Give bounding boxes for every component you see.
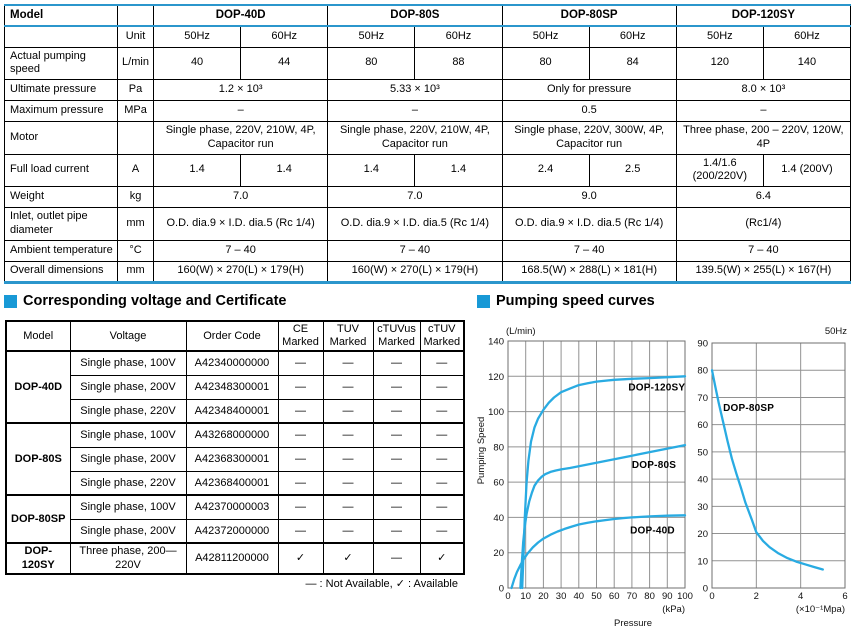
spec-value-cell: O.D. dia.9 × I.D. dia.5 (Rc 1/4) [502,208,676,241]
cert-footnote: — : Not Available, ✓ : Available [305,578,458,590]
spec-row [5,208,851,241]
cert-order-code-cell: A42368300001 [186,447,278,471]
cert-mark-cell: — [420,519,464,543]
x-unit-label: (kPa) [662,604,685,615]
cert-header-cell: TUV Marked [323,321,373,351]
series-label-DOP-40D: DOP-40D [630,525,675,537]
spec-value-cell: 1.4 [154,154,241,187]
spec-row-label: Actual pumping speed [5,47,118,80]
spec-value-cell: 120 [676,47,763,80]
cert-section-title-text: Corresponding voltage and Certificate [23,293,287,309]
cert-voltage-cell: Single phase, 200V [70,375,186,399]
spec-value-cell: 5.33 × 10³ [328,80,502,101]
cert-row [6,399,464,423]
spec-row-label: Maximum pressure [5,101,118,122]
cert-header-cell: Order Code [186,321,278,351]
spec-value-cell: 1.4/1.6 (200/220V) [676,154,763,187]
cert-header-cell: CE Marked [278,321,323,351]
x-axis-tick-label: 50 [591,591,602,602]
spec-value-cell: 139.5(W) × 255(L) × 167(H) [676,261,850,282]
spec-value-cell: 2.5 [589,154,676,187]
cert-mark-cell: — [420,375,464,399]
y-axis-tick-label: 50 [697,447,708,459]
x-axis-tick-label: 0 [505,591,511,602]
cert-mark-cell: — [420,351,464,375]
cert-mark-cell: — [373,519,420,543]
spec-value-cell: – [676,101,850,122]
series-label-DOP-80S: DOP-80S [631,460,677,471]
spec-row-label: Motor [5,122,118,155]
x-axis-tick-label: 70 [626,591,638,602]
cert-row [6,543,464,573]
x-axis-tick-label: 30 [555,591,567,602]
cert-mark-cell: — [278,495,323,519]
spec-row [5,261,851,282]
curve-DOP-80SP [712,370,823,569]
cert-mark-cell: — [420,423,464,447]
cert-mark-cell: — [420,495,464,519]
spec-value-cell: 1.4 (200V) [763,154,850,187]
cert-voltage-cell: Single phase, 100V [70,495,186,519]
certificate-table [5,320,465,575]
cert-mark-cell: — [323,447,373,471]
y-axis-tick-label: 0 [702,583,708,595]
spec-value-cell: Single phase, 220V, 300W, 4P, Capacitor run [502,122,676,155]
cert-model-cell: DOP-80S [6,423,70,495]
cert-mark-cell: — [323,471,373,495]
spec-row-label: Weight [5,187,118,208]
cert-mark-cell: — [373,423,420,447]
spec-freq-cell: 60Hz [763,26,850,47]
cert-mark-cell: — [420,447,464,471]
x-axis-tick-label: 0 [709,591,715,602]
spec-value-cell: 1.4 [415,154,502,187]
cert-order-code-cell: A42340000000 [186,351,278,375]
spec-value-cell: 80 [502,47,589,80]
cert-model-cell: DOP-40D [6,351,70,423]
cert-mark-cell: — [373,351,420,375]
spec-value-cell: 7.0 [154,187,328,208]
cert-mark-cell: ✓ [278,543,323,573]
cert-mark-cell: ✓ [323,543,373,573]
spec-value-cell: Single phase, 220V, 210W, 4P, Capacitor run [328,122,502,155]
spec-value-cell: 9.0 [502,187,676,208]
spec-value-cell: 160(W) × 270(L) × 179(H) [154,261,328,282]
spec-freq-row [5,26,851,47]
cert-mark-cell: — [278,375,323,399]
spec-value-cell: Single phase, 220V, 210W, 4P, Capacitor run [154,122,328,155]
spec-value-cell: (Rc1/4) [676,208,850,241]
spec-value-cell: 1.4 [328,154,415,187]
spec-row-unit [118,122,154,155]
chart-section-title [477,293,655,309]
cert-mark-cell: — [323,495,373,519]
cert-order-code-cell: A43268000000 [186,423,278,447]
spec-freq-cell: 60Hz [241,26,328,47]
cert-header-row [6,321,464,351]
cert-order-code-cell: A42811200000 [186,543,278,573]
spec-model-header: DOP-80S [328,5,502,26]
cert-row [6,447,464,471]
x-axis-title: Pressure [613,618,653,629]
cert-row [6,351,464,375]
y-axis-tick-label: 40 [493,512,504,524]
spec-row-unit: mm [118,261,154,282]
cert-mark-cell: — [373,399,420,423]
spec-row-unit: mm [118,208,154,241]
cert-order-code-cell: A42348300001 [186,375,278,399]
spec-value-cell: 160(W) × 270(L) × 179(H) [328,261,502,282]
spec-value-cell: 1.4 [241,154,328,187]
spec-value-cell: 80 [328,47,415,80]
y-axis-tick-label: 80 [493,442,504,454]
spec-model-header: DOP-80SP [502,5,676,26]
spec-row [5,122,851,155]
y-axis-tick-label: 140 [488,336,504,348]
spec-freq-cell: 50Hz [502,26,589,47]
spec-value-cell: 7.0 [328,187,502,208]
spec-row [5,240,851,261]
cert-mark-cell: — [323,351,373,375]
spec-value-cell: 6.4 [676,187,850,208]
cert-voltage-cell: Single phase, 100V [70,351,186,375]
spec-row-unit: L/min [118,47,154,80]
y-axis-tick-label: 30 [697,501,708,513]
y-axis-tick-label: 100 [488,407,504,419]
cert-row [6,375,464,399]
x-axis-tick-label: 4 [798,591,804,602]
cert-model-cell: DOP-120SY [6,543,70,573]
x-axis-tick-label: 80 [644,591,655,602]
cert-mark-cell: ✓ [420,543,464,573]
cert-voltage-cell: Single phase, 200V [70,447,186,471]
spec-row [5,187,851,208]
y-axis-tick-label: 20 [493,548,504,560]
spec-value-cell: 7 – 40 [328,240,502,261]
spec-value-cell: O.D. dia.9 × I.D. dia.5 (Rc 1/4) [328,208,502,241]
spec-freq-cell: 50Hz [676,26,763,47]
y-axis-tick-label: 70 [697,392,708,404]
series-label-DOP-80SP: DOP-80SP [723,403,775,415]
series-label-DOP-120SY: DOP-120SY [628,382,686,394]
spec-value-cell: 140 [763,47,850,80]
cert-row [6,471,464,495]
spec-value-cell: 7 – 40 [676,240,850,261]
spec-row-unit: kg [118,187,154,208]
spec-row [5,154,851,187]
y-axis-tick-label: 40 [697,474,708,486]
y-unit-label: (L/min) [506,326,536,337]
spec-value-cell: 1.2 × 10³ [154,80,328,101]
y-axis-tick-label: 60 [493,477,504,489]
spec-corner-label: Model [5,5,118,26]
spec-value-cell: 88 [415,47,502,80]
spec-row-label: Overall dimensions [5,261,118,282]
spec-value-cell: 7 – 40 [502,240,676,261]
spec-freq-cell: 60Hz [589,26,676,47]
y-axis-tick-label: 20 [697,529,708,541]
cert-header-cell: cTUV Marked [420,321,464,351]
y-axis-tick-label: 0 [498,583,504,595]
spec-model-header: DOP-40D [154,5,328,26]
spec-freq-cell: 50Hz [328,26,415,47]
plot-border [712,343,845,588]
cert-voltage-cell: Single phase, 220V [70,471,186,495]
spec-value-cell: 7 – 40 [154,240,328,261]
y-axis-tick-label: 80 [697,365,708,377]
cert-voltage-cell: Single phase, 220V [70,399,186,423]
cert-header-cell: cTUVus Marked [373,321,420,351]
y-axis-tick-label: 10 [697,556,708,568]
spec-row-unit: MPa [118,101,154,122]
spec-value-cell: 168.5(W) × 288(L) × 181(H) [502,261,676,282]
spec-cell [5,26,118,47]
section-marker-icon [477,295,490,308]
spec-table [4,4,851,284]
x-axis-tick-label: 90 [662,591,673,602]
cert-order-code-cell: A42370000003 [186,495,278,519]
spec-header-row [5,5,851,26]
spec-row-label: Ultimate pressure [5,80,118,101]
spec-row [5,47,851,80]
chart-section-title-text: Pumping speed curves [496,293,655,309]
cert-order-code-cell: A42368400001 [186,471,278,495]
cert-section-title [4,293,286,309]
cert-mark-cell: — [373,375,420,399]
cert-mark-cell: — [373,471,420,495]
cert-mark-cell: — [373,543,420,573]
cert-order-code-cell: A42372000000 [186,519,278,543]
cert-voltage-cell: Single phase, 100V [70,423,186,447]
cert-voltage-cell: Single phase, 200V [70,519,186,543]
cert-mark-cell: — [323,399,373,423]
y-axis-tick-label: 90 [697,338,708,350]
spec-value-cell: 84 [589,47,676,80]
spec-value-cell: 8.0 × 10³ [676,80,850,101]
cert-row [6,495,464,519]
x-axis-tick-label: 2 [753,591,759,602]
x-axis-tick-label: 40 [573,591,585,602]
spec-row-label: Full load current [5,154,118,187]
spec-value-cell: 40 [154,47,241,80]
cert-mark-cell: — [278,447,323,471]
frequency-annotation: 50Hz [824,326,847,337]
cert-header-cell: Voltage [70,321,186,351]
cert-order-code-cell: A42348400001 [186,399,278,423]
spec-unit-corner [118,5,154,26]
x-axis-tick-label: 6 [842,591,848,602]
cert-mark-cell: — [373,447,420,471]
spec-row [5,80,851,101]
spec-value-cell: 0.5 [502,101,676,122]
x-axis-tick-label: 10 [520,591,531,602]
spec-value-cell: O.D. dia.9 × I.D. dia.5 (Rc 1/4) [154,208,328,241]
spec-row [5,101,851,122]
cert-mark-cell: — [278,399,323,423]
spec-freq-cell: 50Hz [154,26,241,47]
spec-row-label: Ambient temperature [5,240,118,261]
pumping-speed-charts [470,322,855,632]
cert-mark-cell: — [373,495,420,519]
spec-row-label: Inlet, outlet pipe diameter [5,208,118,241]
cert-row [6,519,464,543]
spec-value-cell: 44 [241,47,328,80]
cert-row [6,423,464,447]
cert-model-cell: DOP-80SP [6,495,70,543]
x-axis-tick-label: 100 [677,591,693,602]
cert-header-cell: Model [6,321,70,351]
x-axis-tick-label: 60 [608,591,620,602]
cert-mark-cell: — [420,399,464,423]
spec-row-unit: A [118,154,154,187]
y-axis-tick-label: 120 [488,371,504,383]
spec-value-cell: Three phase, 200 – 220V, 120W, 4P [676,122,850,155]
spec-row-unit: Pa [118,80,154,101]
cert-mark-cell: — [278,423,323,447]
cert-mark-cell: — [420,471,464,495]
cert-voltage-cell: Three phase, 200—220V [70,543,186,573]
y-axis-title: Pumping Speed [476,416,487,485]
cert-mark-cell: — [278,471,323,495]
cert-mark-cell: — [278,351,323,375]
spec-value-cell: Only for pressure [502,80,676,101]
spec-row-unit: °C [118,240,154,261]
cert-mark-cell: — [323,375,373,399]
cert-mark-cell: — [323,423,373,447]
y-axis-tick-label: 60 [697,420,708,432]
x-axis-tick-label: 20 [538,591,549,602]
spec-freq-cell: 60Hz [415,26,502,47]
spec-model-header: DOP-120SY [676,5,850,26]
section-marker-icon [4,295,17,308]
cert-mark-cell: — [323,519,373,543]
spec-unit-label: Unit [118,26,154,47]
spec-value-cell: – [154,101,328,122]
spec-value-cell: 2.4 [502,154,589,187]
cert-mark-cell: — [278,519,323,543]
x-unit-label: (×10⁻¹Mpa) [795,604,845,615]
spec-value-cell: – [328,101,502,122]
